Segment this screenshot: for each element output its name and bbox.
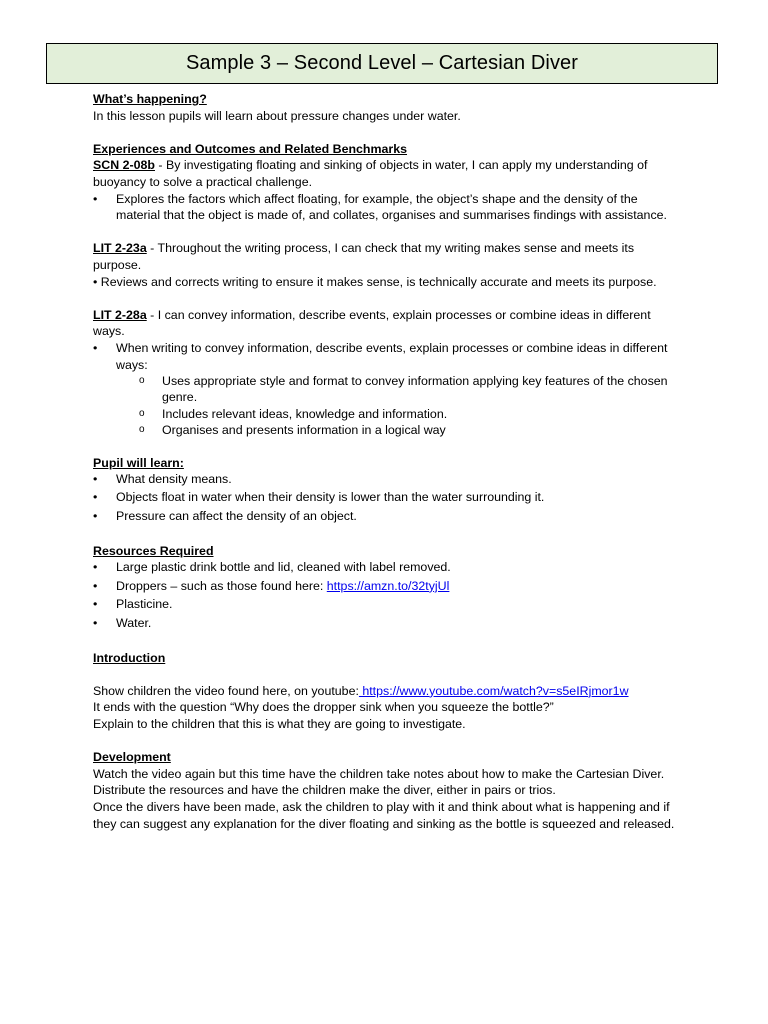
pupil-learn-heading: Pupil will learn: xyxy=(93,455,184,470)
scn-benchmark-list xyxy=(93,191,683,224)
pupil-learn-list xyxy=(93,471,683,524)
scn-outcome: SCN 2-08b - By investigating floating and sinking of objects in water, I can apply my understanding of buoyancy to solve a practical challenge. xyxy=(93,158,648,189)
list-item: • Large plastic drink bottle and lid, cleaned with label removed. xyxy=(93,560,451,575)
list-item: • Explores the factors which affect floating, for example, the object’s shape and the density of the material that the object is made of, and collates, organises and summarises findings with assistance. xyxy=(93,191,667,223)
lit28-sub-list xyxy=(93,373,683,438)
title-text: Sample 3 – Second Level – Cartesian Diver xyxy=(185,52,579,74)
experiences-heading: Experiences and Outcomes and Related Benchmarks xyxy=(93,141,408,156)
page-title xyxy=(46,43,718,84)
sub-list-item: o Organises and presents information in a logical way xyxy=(139,422,446,437)
lit23-code: LIT 2-23a xyxy=(93,241,147,256)
list-item: • Pressure can affect the density of an object. xyxy=(93,508,357,523)
youtube-link[interactable]: https://www.youtube.com/watch?v=s5eIRjmor1w xyxy=(358,683,629,698)
resources-heading: Resources Required xyxy=(93,543,214,558)
whats-happening-heading: What’s happening? xyxy=(93,92,207,106)
resources-list xyxy=(93,559,683,631)
scn-code: SCN 2-08b xyxy=(93,158,155,173)
development-para-2: Distribute the resources and have the children make the diver, either in pairs or trios. xyxy=(93,783,556,798)
introduction-line-1: Show children the video found here, on youtube: https://www.youtube.com/watch?v=s5eIRjmor1w xyxy=(93,683,629,698)
development-heading: Development xyxy=(93,750,171,765)
introduction-heading: Introduction xyxy=(93,650,166,665)
sub-list-item: o Includes relevant ideas, knowledge and information. xyxy=(139,406,448,421)
introduction-line-3: Explain to the children that this is what they are going to investigate. xyxy=(93,716,466,731)
dropper-link[interactable]: https://amzn.to/32tyjUl xyxy=(326,578,450,593)
development-para-3: Once the divers have been made, ask the children to play with it and think about what is happening and if they can suggest any explanation for the diver floating and sinking as the bottle is squeezed and released. xyxy=(93,799,675,831)
lit28-code: LIT 2-28a xyxy=(93,307,147,322)
lit23-benchmark: • Reviews and corrects writing to ensure it makes sense, is technically accurate and meets its purpose. xyxy=(93,274,657,289)
whats-happening-text: In this lesson pupils will learn about pressure changes under water. xyxy=(93,108,461,123)
development-para-1: Watch the video again but this time have the children take notes about how to make the Cartesian Diver. xyxy=(93,766,665,781)
introduction-line-2: It ends with the question “Why does the dropper sink when you squeeze the bottle?” xyxy=(93,700,554,715)
document-body xyxy=(93,91,683,832)
lit28-outcome: LIT 2-28a - I can convey information, describe events, explain processes or combine ideas in different ways. xyxy=(93,307,651,339)
list-item: • Water. xyxy=(93,615,152,630)
list-item: • Droppers – such as those found here: https://amzn.to/32tyjUl xyxy=(93,578,450,593)
lit28-benchmark-list xyxy=(93,340,683,373)
sub-list-item: o Uses appropriate style and format to convey information applying key features of the chosen genre. xyxy=(139,374,668,405)
lit23-outcome: LIT 2-23a - Throughout the writing process, I can check that my writing makes sense and meets its purpose. xyxy=(93,241,635,272)
list-item: • What density means. xyxy=(93,472,232,487)
list-item: • When writing to convey information, describe events, explain processes or combine ideas in different ways: xyxy=(93,340,668,372)
list-item: • Plasticine. xyxy=(93,597,173,612)
list-item: • Objects float in water when their density is lower than the water surrounding it. xyxy=(93,490,545,505)
